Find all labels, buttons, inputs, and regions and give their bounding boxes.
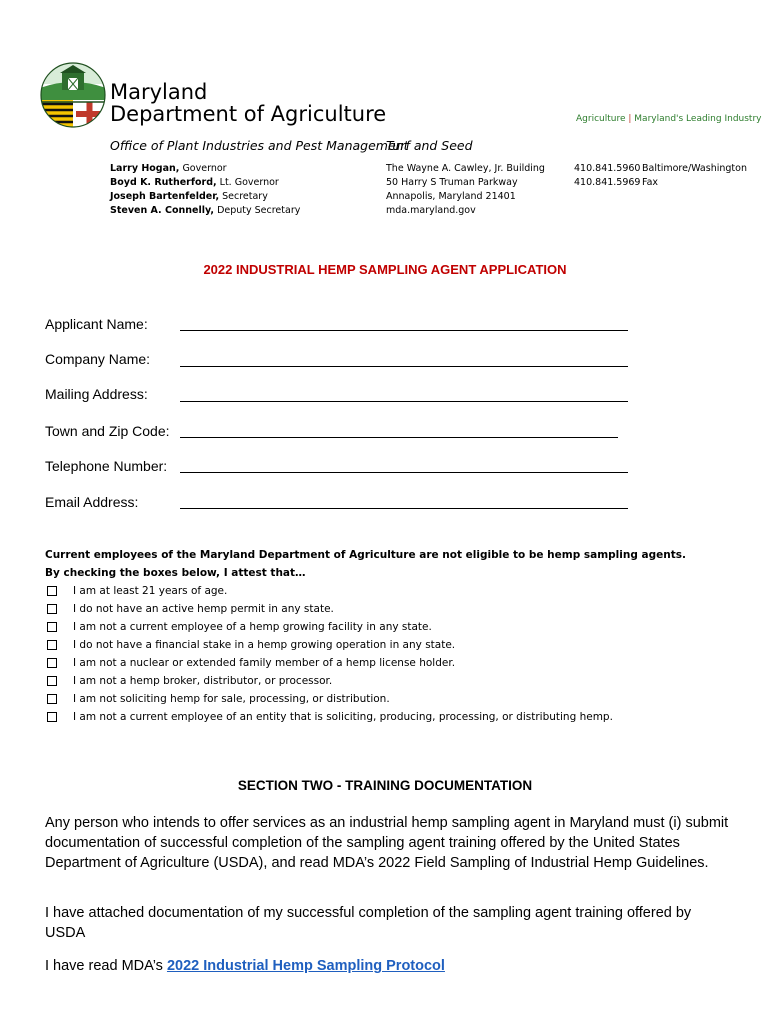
official-title: Deputy Secretary — [217, 205, 301, 216]
phone-block — [574, 162, 747, 190]
telephone-label: Telephone Number: — [45, 458, 168, 474]
official-row — [110, 162, 300, 176]
mailing-address-label: Mailing Address: — [45, 386, 148, 402]
official-name: Larry Hogan, — [110, 163, 180, 174]
official-title: Lt. Governor — [219, 177, 279, 188]
phone-number: 410.841.5960 — [574, 163, 641, 174]
office-name: Office of Plant Industries and Pest Management — [110, 138, 409, 153]
checkbox[interactable] — [47, 712, 57, 722]
attestation-item — [45, 582, 686, 600]
org-name-line2: Department of Agriculture — [110, 102, 387, 126]
phone-row — [574, 176, 747, 190]
attestation-text: I am not soliciting hemp for sale, processing, or distribution. — [73, 693, 390, 705]
checkbox[interactable] — [47, 622, 57, 632]
telephone-field[interactable] — [180, 472, 628, 473]
address-block — [386, 162, 545, 218]
mailing-address-field[interactable] — [180, 401, 628, 402]
official-row — [110, 176, 300, 190]
attestation-item — [45, 672, 686, 690]
phone-label: Baltimore/Washington — [642, 163, 747, 174]
checkbox[interactable] — [47, 604, 57, 614]
tagline-right: Maryland's Leading Industry — [634, 114, 762, 124]
phone-number: 410.841.5969 — [574, 177, 641, 188]
checkbox[interactable] — [47, 640, 57, 650]
address-line: 50 Harry S Truman Parkway — [386, 177, 518, 188]
division-name: Turf and Seed — [386, 138, 473, 153]
phone-label: Fax — [642, 177, 659, 188]
protocol-link[interactable]: 2022 Industrial Hemp Sampling Protocol — [166, 958, 445, 974]
section-two-title: SECTION TWO - TRAINING DOCUMENTATION — [237, 778, 533, 793]
official-name: Boyd K. Rutherford, — [110, 177, 217, 188]
email-label: Email Address: — [45, 494, 139, 510]
tagline-left: Agriculture — [576, 114, 626, 124]
company-name-field[interactable] — [180, 366, 628, 367]
training-attestation: I have attached documentation of my successful completion of the sampling agent training offered by USDA — [45, 905, 692, 941]
mda-logo-icon — [40, 62, 106, 128]
attestation-item — [45, 690, 686, 708]
attestation-text: I am not a nuclear or extended family member of a hemp license holder. — [73, 657, 456, 669]
official-name: Steven A. Connelly, — [110, 205, 215, 216]
official-row — [110, 190, 300, 204]
org-name-line1: Maryland — [110, 80, 208, 104]
checkbox[interactable] — [47, 586, 57, 596]
address-line: Annapolis, Maryland 21401 — [386, 191, 516, 202]
official-title: Governor — [182, 163, 227, 174]
eligibility-instruction: By checking the boxes below, I attest that… — [45, 567, 306, 579]
attestation-text: I am at least 21 years of age. — [73, 585, 228, 597]
attestation-item — [45, 618, 686, 636]
applicant-name-label: Applicant Name: — [45, 316, 148, 332]
training-requirement-paragraph: Any person who intends to offer services as an industrial hemp sampling agent in Maryland must (i) submit documentation of successful completion of the sampling agent training offered by the United States Department of Agriculture (USDA), and read MDA’s 2022 Field Sampling of Industrial Hemp Guidelines. — [45, 815, 729, 871]
attestation-item — [45, 636, 686, 654]
eligibility-notice: Current employees of the Maryland Department of Agriculture are not eligible to be hemp sampling agents. — [45, 549, 686, 561]
official-title: Secretary — [222, 191, 268, 202]
attestation-text: I do not have a financial stake in a hemp growing operation in any state. — [73, 639, 456, 651]
eligibility-section — [45, 546, 686, 726]
protocol-attestation — [45, 956, 735, 976]
town-zip-field[interactable] — [180, 437, 618, 438]
email-field[interactable] — [180, 508, 628, 509]
attestation-text: I do not have an active hemp permit in any state. — [73, 603, 334, 615]
tagline-separator: | — [628, 114, 632, 124]
protocol-attestation-prefix: I have read MDA’s — [45, 958, 167, 974]
attestation-text: I am not a hemp broker, distributor, or processor. — [73, 675, 333, 687]
website: mda.maryland.gov — [386, 205, 476, 216]
attestation-item — [45, 708, 686, 726]
tagline — [576, 114, 761, 124]
official-name: Joseph Bartenfelder, — [110, 191, 220, 202]
checkbox[interactable] — [47, 694, 57, 704]
address-line: The Wayne A. Cawley, Jr. Building — [386, 163, 545, 174]
town-zip-label: Town and Zip Code: — [45, 423, 170, 439]
phone-row — [574, 162, 747, 176]
attestation-item — [45, 600, 686, 618]
attestation-text: I am not a current employee of a hemp growing facility in any state. — [73, 621, 432, 633]
checkbox[interactable] — [47, 658, 57, 668]
attestation-item — [45, 654, 686, 672]
official-row — [110, 204, 300, 218]
checkbox[interactable] — [47, 676, 57, 686]
attestation-text: I am not a current employee of an entity that is soliciting, producing, processing, or distributing hemp. — [73, 711, 613, 723]
form-title: 2022 INDUSTRIAL HEMP SAMPLING AGENT APPLICATION — [203, 262, 567, 277]
officials-list — [110, 162, 300, 218]
applicant-name-field[interactable] — [180, 330, 628, 331]
company-name-label: Company Name: — [45, 351, 151, 367]
